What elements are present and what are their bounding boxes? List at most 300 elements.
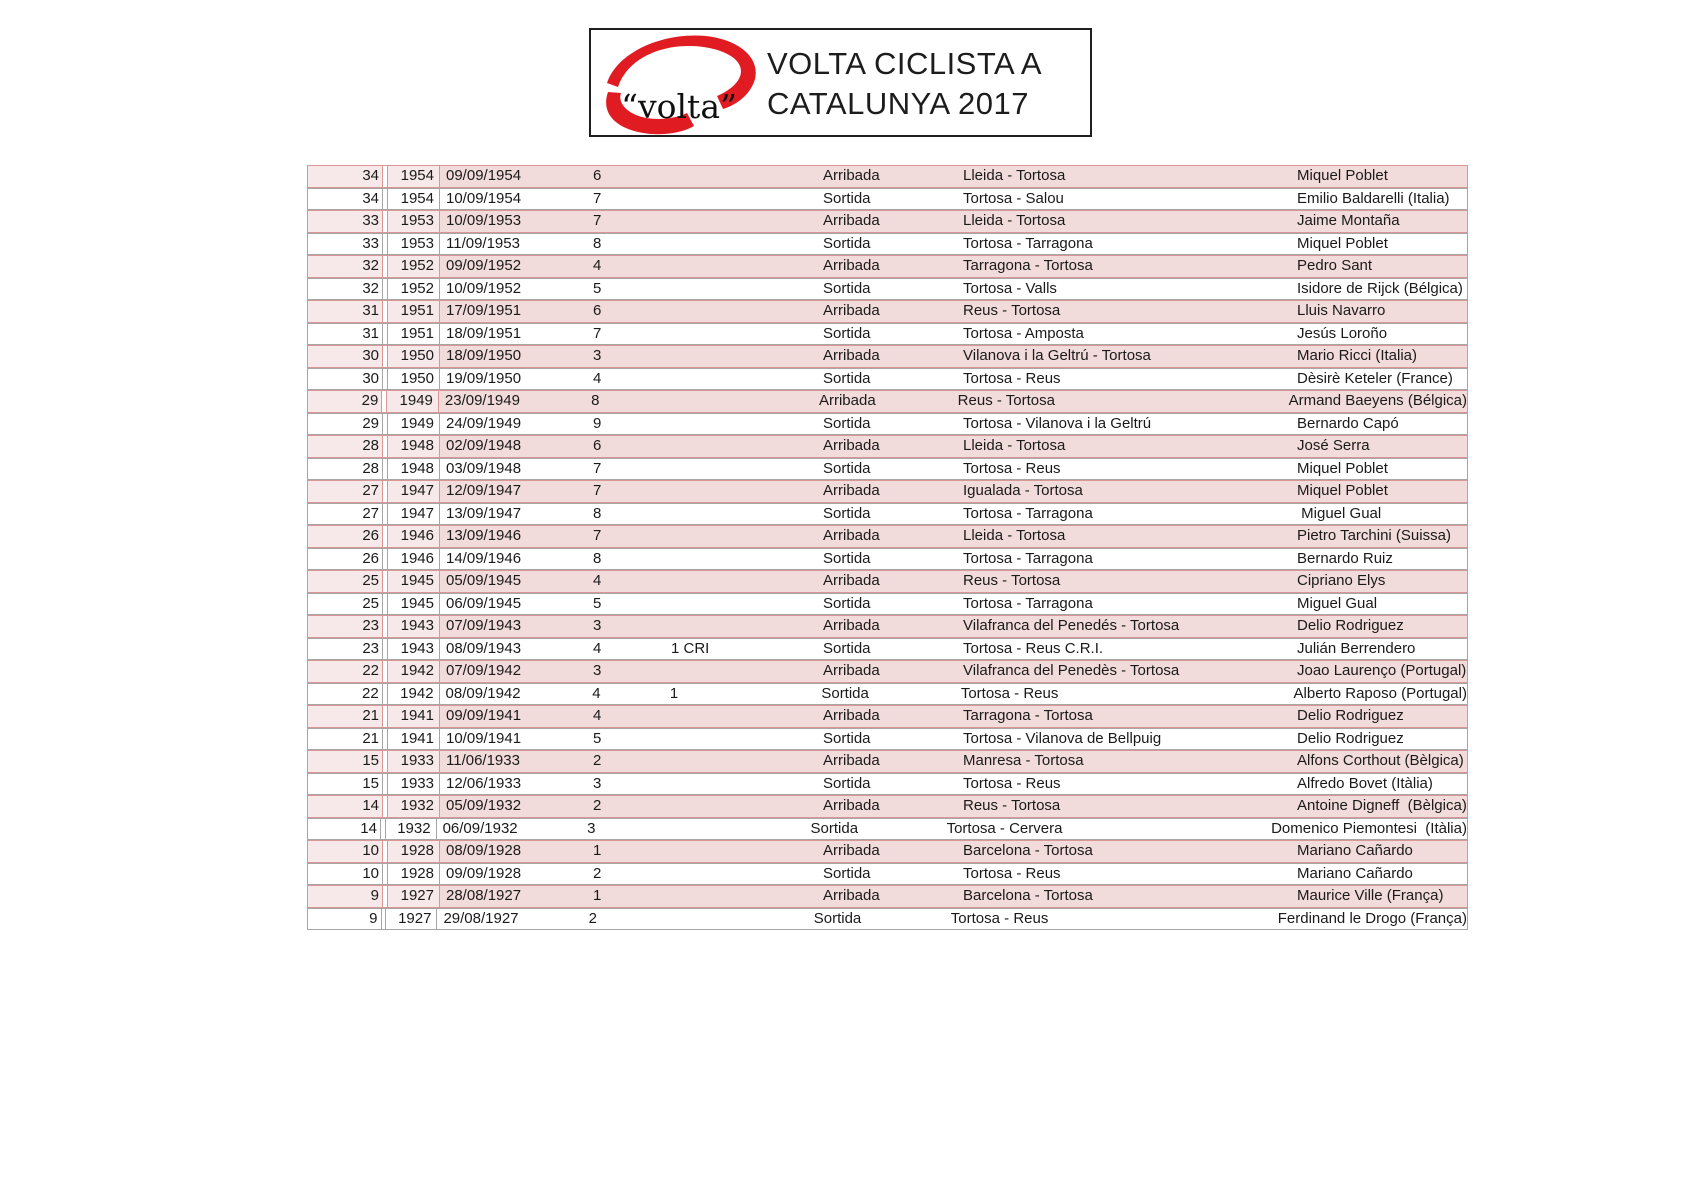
- date-cell: 06/09/1932: [437, 819, 528, 840]
- session-type-cell: Arribada: [823, 301, 963, 322]
- year-cell: 1951: [387, 324, 440, 345]
- date-cell: 29/08/1927: [437, 909, 528, 930]
- stage-note-cell: [671, 346, 823, 367]
- session-type-cell: Sortida: [823, 279, 963, 300]
- year-cell: 1946: [387, 549, 440, 570]
- stage-note-cell: [665, 909, 814, 930]
- date-cell: 09/09/1952: [440, 256, 533, 277]
- winner-cell: Julián Berrendero: [1297, 639, 1467, 660]
- stage-cell: 5: [533, 594, 671, 615]
- session-type-cell: Sortida: [823, 729, 963, 750]
- session-type-cell: Sortida: [823, 459, 963, 480]
- stage-cell: 7: [533, 324, 671, 345]
- stage-note-cell: [671, 369, 823, 390]
- date-cell: 28/08/1927: [440, 886, 533, 907]
- edition-cell: 31: [307, 324, 383, 345]
- winner-cell: Miquel Poblet: [1297, 459, 1467, 480]
- edition-cell: 9: [307, 909, 382, 930]
- year-cell: 1953: [387, 234, 440, 255]
- session-type-cell: Sortida: [823, 594, 963, 615]
- edition-cell: 32: [307, 256, 383, 277]
- table-row: [307, 863, 1468, 886]
- stage-cell: 3: [533, 616, 671, 637]
- stage-cell: 3: [533, 661, 671, 682]
- stage-note-cell: [671, 481, 823, 502]
- table-row: [307, 593, 1468, 616]
- winner-cell: Mariano Cañardo: [1297, 864, 1467, 885]
- date-cell: 14/09/1946: [440, 549, 533, 570]
- session-type-cell: Sortida: [811, 819, 947, 840]
- route-cell: Tortosa - Reus: [963, 369, 1297, 390]
- route-cell: Tortosa - Salou: [963, 189, 1297, 210]
- date-cell: 11/09/1953: [440, 234, 533, 255]
- stage-cell: 8: [533, 549, 671, 570]
- year-cell: 1948: [387, 459, 440, 480]
- stage-note-cell: [671, 661, 823, 682]
- table-row: [307, 458, 1468, 481]
- stage-note-cell: [668, 391, 819, 412]
- stage-cell: 3: [527, 819, 663, 840]
- stage-note-cell: [671, 459, 823, 480]
- route-cell: Barcelona - Tortosa: [963, 886, 1297, 907]
- stage-cell: 6: [533, 166, 671, 187]
- date-cell: 05/09/1932: [440, 796, 533, 817]
- route-cell: Reus - Tortosa: [958, 391, 1289, 412]
- edition-cell: 14: [307, 796, 383, 817]
- route-cell: Tortosa - Vilanova i la Geltrú: [963, 414, 1297, 435]
- route-cell: Reus - Tortosa: [963, 301, 1297, 322]
- stage-cell: 8: [533, 234, 671, 255]
- table-row: [307, 750, 1468, 773]
- table-row: [307, 480, 1468, 503]
- route-cell: Reus - Tortosa: [963, 571, 1297, 592]
- edition-cell: 28: [307, 459, 383, 480]
- year-cell: 1950: [387, 346, 440, 367]
- stage-cell: 8: [531, 391, 668, 412]
- stage-cell: 5: [533, 279, 671, 300]
- edition-cell: 15: [307, 751, 383, 772]
- table-row: [307, 615, 1468, 638]
- table-row: [307, 638, 1468, 661]
- stage-cell: 1: [533, 886, 671, 907]
- date-cell: 08/09/1928: [440, 841, 533, 862]
- session-type-cell: Sortida: [823, 234, 963, 255]
- table-row: [307, 795, 1468, 818]
- results-table: [307, 165, 1468, 930]
- session-type-cell: Sortida: [823, 774, 963, 795]
- table-row: [307, 390, 1468, 413]
- winner-cell: Miguel Gual: [1297, 594, 1467, 615]
- edition-cell: 22: [307, 684, 383, 705]
- winner-cell: Lluis Navarro: [1297, 301, 1467, 322]
- edition-cell: 30: [307, 346, 383, 367]
- date-cell: 07/09/1943: [440, 616, 533, 637]
- edition-cell: 31: [307, 301, 383, 322]
- stage-note-cell: [671, 166, 823, 187]
- table-row: [307, 345, 1468, 368]
- winner-cell: Alfredo Bovet (Itàlia): [1297, 774, 1467, 795]
- edition-cell: 15: [307, 774, 383, 795]
- date-cell: 03/09/1948: [440, 459, 533, 480]
- stage-note-cell: [671, 189, 823, 210]
- stage-note-cell: [671, 324, 823, 345]
- table-row: [307, 435, 1468, 458]
- route-cell: Tortosa - Tarragona: [963, 504, 1297, 525]
- stage-note-cell: [671, 774, 823, 795]
- winner-cell: Bernardo Ruiz: [1297, 549, 1467, 570]
- date-cell: 06/09/1945: [440, 594, 533, 615]
- winner-cell: Isidore de Rijck (Bélgica): [1297, 279, 1467, 300]
- route-cell: Lleida - Tortosa: [963, 526, 1297, 547]
- route-cell: Vilafranca del Penedès - Tortosa: [963, 661, 1297, 682]
- edition-cell: 28: [307, 436, 383, 457]
- table-row: [307, 210, 1468, 233]
- stage-cell: 8: [533, 504, 671, 525]
- table-row: [307, 728, 1468, 751]
- edition-cell: 27: [307, 481, 383, 502]
- session-type-cell: Arribada: [823, 256, 963, 277]
- winner-cell: Domenico Piemontesi (Itàlia): [1271, 819, 1467, 840]
- date-cell: 07/09/1942: [440, 661, 533, 682]
- logo-box: [589, 28, 1092, 137]
- stage-cell: 7: [533, 189, 671, 210]
- table-row: [307, 908, 1468, 931]
- winner-cell: Delio Rodriguez: [1297, 706, 1467, 727]
- winner-cell: Delio Rodriguez: [1297, 616, 1467, 637]
- route-cell: Lleida - Tortosa: [963, 211, 1297, 232]
- stage-cell: 4: [532, 684, 670, 705]
- date-cell: 18/09/1951: [440, 324, 533, 345]
- stage-cell: 3: [533, 346, 671, 367]
- session-type-cell: Sortida: [823, 414, 963, 435]
- year-cell: 1928: [387, 841, 440, 862]
- stage-note-cell: 1 CRI: [671, 639, 823, 660]
- stage-note-cell: [671, 594, 823, 615]
- year-cell: 1927: [385, 909, 437, 930]
- stage-cell: 7: [533, 459, 671, 480]
- winner-cell: Ferdinand le Drogo (França): [1278, 909, 1467, 930]
- date-cell: 24/09/1949: [440, 414, 533, 435]
- stage-note-cell: [663, 819, 811, 840]
- winner-cell: Miquel Poblet: [1297, 481, 1467, 502]
- stage-cell: 6: [533, 301, 671, 322]
- session-type-cell: Arribada: [823, 211, 963, 232]
- edition-cell: 26: [307, 526, 383, 547]
- date-cell: 08/09/1942: [440, 684, 533, 705]
- date-cell: 13/09/1946: [440, 526, 533, 547]
- stage-note-cell: [671, 504, 823, 525]
- edition-cell: 33: [307, 211, 383, 232]
- session-type-cell: Sortida: [823, 549, 963, 570]
- winner-cell: Miguel Gual: [1297, 504, 1467, 525]
- session-type-cell: Arribada: [823, 481, 963, 502]
- date-cell: 10/09/1941: [440, 729, 533, 750]
- edition-cell: 25: [307, 594, 383, 615]
- route-cell: Vilanova i la Geltrú - Tortosa: [963, 346, 1297, 367]
- winner-cell: Pietro Tarchini (Suissa): [1297, 526, 1467, 547]
- date-cell: 10/09/1952: [440, 279, 533, 300]
- route-cell: Tortosa - Tarragona: [963, 549, 1297, 570]
- stage-cell: 2: [529, 909, 665, 930]
- winner-cell: Bernardo Capó: [1297, 414, 1467, 435]
- session-type-cell: Sortida: [823, 324, 963, 345]
- route-cell: Tortosa - Cervera: [947, 819, 1272, 840]
- year-cell: 1947: [387, 504, 440, 525]
- table-row: [307, 255, 1468, 278]
- session-type-cell: Sortida: [823, 504, 963, 525]
- route-cell: Igualada - Tortosa: [963, 481, 1297, 502]
- date-cell: 02/09/1948: [440, 436, 533, 457]
- stage-cell: 7: [533, 211, 671, 232]
- winner-cell: Jaime Montaña: [1297, 211, 1467, 232]
- winner-cell: Miquel Poblet: [1297, 234, 1467, 255]
- stage-cell: 4: [533, 639, 671, 660]
- year-cell: 1943: [387, 616, 440, 637]
- winner-cell: Delio Rodriguez: [1297, 729, 1467, 750]
- date-cell: 13/09/1947: [440, 504, 533, 525]
- table-row: [307, 885, 1468, 908]
- route-cell: Tortosa - Amposta: [963, 324, 1297, 345]
- year-cell: 1932: [387, 796, 440, 817]
- date-cell: 12/09/1947: [440, 481, 533, 502]
- session-type-cell: Arribada: [823, 346, 963, 367]
- winner-cell: Antoine Digneff (Bèlgica): [1297, 796, 1467, 817]
- session-type-cell: Arribada: [823, 751, 963, 772]
- stage-note-cell: [671, 301, 823, 322]
- winner-cell: Alfons Corthout (Bèlgica): [1297, 751, 1467, 772]
- winner-cell: Joao Laurenço (Portugal): [1297, 661, 1467, 682]
- year-cell: 1941: [387, 729, 440, 750]
- table-row: [307, 165, 1468, 188]
- session-type-cell: Sortida: [823, 864, 963, 885]
- year-cell: 1947: [387, 481, 440, 502]
- session-type-cell: Sortida: [814, 909, 951, 930]
- year-cell: 1946: [387, 526, 440, 547]
- winner-cell: Maurice Ville (França): [1297, 886, 1467, 907]
- stage-cell: 3: [533, 774, 671, 795]
- page-title-line1: VOLTA CICLISTA A: [767, 46, 1043, 81]
- table-row: [307, 300, 1468, 323]
- edition-cell: 32: [307, 279, 383, 300]
- edition-cell: 23: [307, 616, 383, 637]
- stage-note-cell: [671, 796, 823, 817]
- session-type-cell: Arribada: [823, 796, 963, 817]
- table-row: [307, 840, 1468, 863]
- route-cell: Tortosa - Tarragona: [963, 594, 1297, 615]
- route-cell: Tortosa - Reus: [963, 864, 1297, 885]
- stage-note-cell: [671, 886, 823, 907]
- date-cell: 12/06/1933: [440, 774, 533, 795]
- edition-cell: 9: [307, 886, 383, 907]
- stage-note-cell: [671, 234, 823, 255]
- date-cell: 10/09/1954: [440, 189, 533, 210]
- date-cell: 23/09/1949: [439, 391, 531, 412]
- route-cell: Tortosa - Vilanova de Bellpuig: [963, 729, 1297, 750]
- edition-cell: 30: [307, 369, 383, 390]
- session-type-cell: Sortida: [823, 639, 963, 660]
- date-cell: 09/09/1928: [440, 864, 533, 885]
- winner-cell: Dèsirè Keteler (France): [1297, 369, 1467, 390]
- stage-note-cell: [671, 571, 823, 592]
- edition-cell: 33: [307, 234, 383, 255]
- winner-cell: Armand Baeyens (Bélgica): [1289, 391, 1467, 412]
- route-cell: Tortosa - Reus: [961, 684, 1294, 705]
- year-cell: 1949: [387, 414, 440, 435]
- table-row: [307, 323, 1468, 346]
- route-cell: Tortosa - Valls: [963, 279, 1297, 300]
- edition-cell: 21: [307, 729, 383, 750]
- session-type-cell: Arribada: [823, 166, 963, 187]
- table-row: [307, 368, 1468, 391]
- year-cell: 1928: [387, 864, 440, 885]
- table-row: [307, 548, 1468, 571]
- year-cell: 1949: [386, 391, 439, 412]
- year-cell: 1933: [387, 774, 440, 795]
- winner-cell: Alberto Raposo (Portugal): [1294, 684, 1467, 705]
- stage-note-cell: [671, 751, 823, 772]
- table-row: [307, 503, 1468, 526]
- date-cell: 19/09/1950: [440, 369, 533, 390]
- year-cell: 1932: [385, 819, 437, 840]
- route-cell: Lleida - Tortosa: [963, 166, 1297, 187]
- session-type-cell: Arribada: [823, 661, 963, 682]
- date-cell: 17/09/1951: [440, 301, 533, 322]
- stage-cell: 9: [533, 414, 671, 435]
- year-cell: 1933: [387, 751, 440, 772]
- table-row: [307, 683, 1468, 706]
- volta-logo-text: “volta”: [621, 87, 737, 126]
- edition-cell: 10: [307, 841, 383, 862]
- table-row: [307, 413, 1468, 436]
- session-type-cell: Arribada: [823, 526, 963, 547]
- session-type-cell: Sortida: [823, 189, 963, 210]
- year-cell: 1952: [387, 279, 440, 300]
- year-cell: 1954: [387, 166, 440, 187]
- stage-cell: 1: [533, 841, 671, 862]
- session-type-cell: Arribada: [819, 391, 958, 412]
- year-cell: 1945: [387, 571, 440, 592]
- table-row: [307, 233, 1468, 256]
- page-title: [767, 44, 1042, 124]
- route-cell: Reus - Tortosa: [963, 796, 1297, 817]
- edition-cell: 25: [307, 571, 383, 592]
- table-row: [307, 773, 1468, 796]
- session-type-cell: Sortida: [823, 369, 963, 390]
- stage-note-cell: [671, 549, 823, 570]
- route-cell: Barcelona - Tortosa: [963, 841, 1297, 862]
- stage-cell: 2: [533, 864, 671, 885]
- year-cell: 1952: [387, 256, 440, 277]
- edition-cell: 23: [307, 639, 383, 660]
- stage-note-cell: [671, 864, 823, 885]
- stage-note-cell: [671, 526, 823, 547]
- year-cell: 1950: [387, 369, 440, 390]
- table-row: [307, 818, 1468, 841]
- stage-note-cell: [671, 841, 823, 862]
- table-row: [307, 188, 1468, 211]
- stage-cell: 2: [533, 751, 671, 772]
- stage-note-cell: [671, 706, 823, 727]
- winner-cell: Mariano Cañardo: [1297, 841, 1467, 862]
- date-cell: 11/06/1933: [440, 751, 533, 772]
- edition-cell: 14: [307, 819, 381, 840]
- winner-cell: Emilio Baldarelli (Italia): [1297, 189, 1467, 210]
- route-cell: Tortosa - Reus: [951, 909, 1278, 930]
- edition-cell: 29: [307, 414, 383, 435]
- stage-cell: 6: [533, 436, 671, 457]
- date-cell: 10/09/1953: [440, 211, 533, 232]
- winner-cell: Pedro Sant: [1297, 256, 1467, 277]
- year-cell: 1945: [387, 594, 440, 615]
- session-type-cell: Arribada: [823, 706, 963, 727]
- route-cell: Tortosa - Tarragona: [963, 234, 1297, 255]
- route-cell: Tortosa - Reus C.R.I.: [963, 639, 1297, 660]
- date-cell: 09/09/1954: [440, 166, 533, 187]
- winner-cell: Miquel Poblet: [1297, 166, 1467, 187]
- session-type-cell: Sortida: [821, 684, 960, 705]
- table-row: [307, 660, 1468, 683]
- year-cell: 1953: [387, 211, 440, 232]
- date-cell: 18/09/1950: [440, 346, 533, 367]
- stage-note-cell: [671, 729, 823, 750]
- year-cell: 1942: [387, 661, 440, 682]
- stage-cell: 7: [533, 526, 671, 547]
- route-cell: Lleida - Tortosa: [963, 436, 1297, 457]
- stage-cell: 4: [533, 369, 671, 390]
- edition-cell: 27: [307, 504, 383, 525]
- stage-note-cell: [671, 616, 823, 637]
- stage-note-cell: [671, 436, 823, 457]
- route-cell: Tortosa - Reus: [963, 774, 1297, 795]
- session-type-cell: Arribada: [823, 616, 963, 637]
- session-type-cell: Arribada: [823, 841, 963, 862]
- year-cell: 1941: [387, 706, 440, 727]
- stage-cell: 5: [533, 729, 671, 750]
- session-type-cell: Arribada: [823, 886, 963, 907]
- date-cell: 05/09/1945: [440, 571, 533, 592]
- route-cell: Manresa - Tortosa: [963, 751, 1297, 772]
- stage-cell: 4: [533, 571, 671, 592]
- table-row: [307, 278, 1468, 301]
- stage-note-cell: [671, 414, 823, 435]
- stage-note-cell: 1: [670, 684, 821, 705]
- date-cell: 09/09/1941: [440, 706, 533, 727]
- winner-cell: Jesús Loroño: [1297, 324, 1467, 345]
- stage-cell: 4: [533, 256, 671, 277]
- edition-cell: 29: [307, 391, 382, 412]
- edition-cell: 34: [307, 166, 383, 187]
- year-cell: 1942: [387, 684, 440, 705]
- stage-cell: 4: [533, 706, 671, 727]
- edition-cell: 22: [307, 661, 383, 682]
- edition-cell: 34: [307, 189, 383, 210]
- stage-cell: 7: [533, 481, 671, 502]
- stage-note-cell: [671, 256, 823, 277]
- winner-cell: Mario Ricci (Italia): [1297, 346, 1467, 367]
- stage-cell: 2: [533, 796, 671, 817]
- route-cell: Tarragona - Tortosa: [963, 256, 1297, 277]
- stage-note-cell: [671, 279, 823, 300]
- route-cell: Tarragona - Tortosa: [963, 706, 1297, 727]
- year-cell: 1948: [387, 436, 440, 457]
- year-cell: 1943: [387, 639, 440, 660]
- year-cell: 1954: [387, 189, 440, 210]
- winner-cell: Cipriano Elys: [1297, 571, 1467, 592]
- session-type-cell: Arribada: [823, 571, 963, 592]
- edition-cell: 21: [307, 706, 383, 727]
- year-cell: 1927: [387, 886, 440, 907]
- table-row: [307, 570, 1468, 593]
